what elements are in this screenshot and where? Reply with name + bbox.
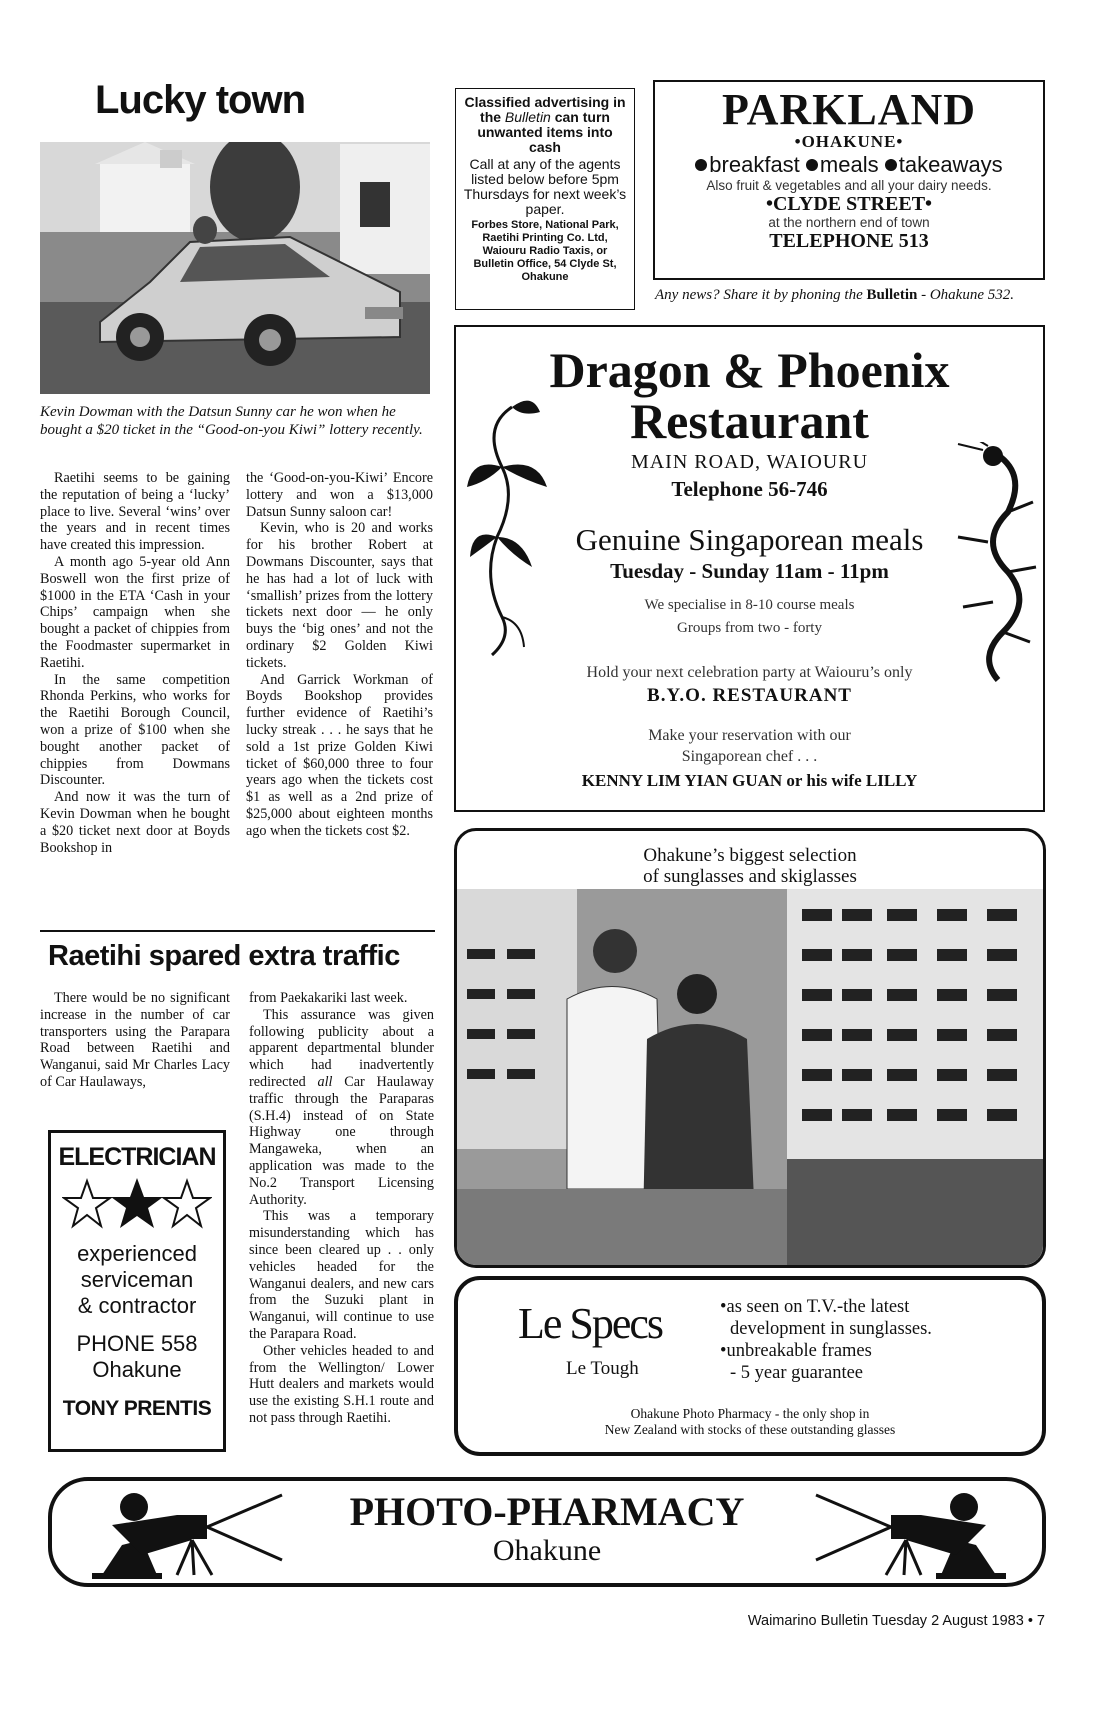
parkland-line1: Also fruit & vegetables and all your dairy needs. bbox=[706, 178, 992, 193]
lucky-column-2 bbox=[246, 470, 433, 840]
bullet-icon bbox=[806, 159, 818, 171]
car-photo bbox=[40, 142, 430, 394]
phoenix-icon bbox=[462, 387, 552, 657]
stars-icon bbox=[62, 1176, 212, 1236]
sunglasses-ad bbox=[454, 828, 1046, 1268]
pharmacy-town: Ohakune bbox=[492, 1534, 602, 1567]
photo-pharmacy-ad bbox=[48, 1477, 1046, 1587]
restaurant-special-1: We specialise in 8-10 course meals bbox=[644, 597, 855, 613]
paragraph: And Garrick Workman of Boyds Bookshop provides further evidence of Raetihi’s lucky streak . . . he says that he sold a 1st prize Golden Kiwi ticket of $60,000 three to four years ago when the tickets cost $1 as well as a 2nd prize of $25,000 about eighteen months ago when the tickets cost $2. bbox=[246, 671, 433, 839]
restaurant-reserve-1: Make your reservation with our bbox=[648, 727, 851, 744]
restaurant-reserve-2: Singaporean chef . . . bbox=[681, 748, 818, 765]
restaurant-address: MAIN ROAD, WAIOURU bbox=[630, 451, 869, 473]
section-divider bbox=[40, 930, 435, 932]
parkland-services: breakfast meals takeaways bbox=[659, 152, 1039, 178]
restaurant-name: Dragon & Phoenix Restaurant bbox=[549, 342, 950, 449]
pharmacy-name: PHOTO-PHARMACY bbox=[349, 1489, 745, 1534]
any-news: Any news? Share it by phoning the Bulletin - Ohakune 532. bbox=[655, 287, 1015, 303]
dragon-icon bbox=[948, 442, 1040, 682]
classified-title: Classified advertising in the Bulletin can turn unwanted items into cash bbox=[464, 94, 626, 155]
classified-ad bbox=[455, 88, 635, 310]
le-specs-model: Le Tough bbox=[566, 1358, 639, 1379]
restaurant-special-2: Groups from two - forty bbox=[677, 620, 822, 636]
restaurant-byo: B.Y.O. RESTAURANT bbox=[647, 685, 852, 706]
lucky-column-1 bbox=[40, 470, 230, 856]
restaurant-phone: Telephone 56-746 bbox=[671, 477, 828, 501]
paragraph: Kevin, who is 20 and works for his brother Robert at Dowmans Discounter, says that he has had a lot of luck with ‘smallish’ prizes from the lottery tickets next door — he only buys the ‘big ones’ and not the ordinary $2 Golden Kiwi tickets. bbox=[246, 520, 433, 671]
electrician-name: TONY PRENTIS bbox=[62, 1397, 212, 1420]
le-specs-ad bbox=[454, 1276, 1046, 1456]
le-specs-bullets: •as seen on T.V.-the latest development in sunglasses. •unbreakable frames - 5 year guarantee bbox=[720, 1297, 932, 1383]
electrician-town: Ohakune bbox=[92, 1357, 182, 1382]
paragraph: A month ago 5-year old Ann Boswell won the first prize of $1000 in the ETA ‘Cash in your Chips’ campaign when she bought a packet of chippies from the Foodmaster supermarket in Raetihi. bbox=[40, 553, 230, 671]
page-footer: Waimarino Bulletin Tuesday 2 August 1983 • 7 bbox=[747, 1613, 1045, 1629]
photographer-icon bbox=[82, 1485, 292, 1583]
parkland-ad bbox=[653, 80, 1045, 280]
car-photo-illustration bbox=[40, 142, 430, 394]
restaurant-hours: Tuesday - Sunday 11am - 11pm bbox=[610, 559, 889, 583]
classified-body: Call at any of the agents listed below before 5pm Thursdays for next week’s paper. bbox=[463, 156, 627, 217]
parkland-phone: TELEPHONE 513 bbox=[769, 230, 929, 252]
paragraph: Raetihi seems to be gaining the reputation of being a ‘lucky’ place to live. Several ‘wins’ over the years and in recent times have created this impression. bbox=[40, 470, 230, 554]
electrician-phone: PHONE 558 bbox=[76, 1331, 198, 1356]
le-specs-brand: Le Specs bbox=[518, 1299, 663, 1348]
paragraph: Other vehicles headed to and from the Wellington/ Lower Hutt dealers and markets would use the existing S.H.1 route and not pass through Raetihi. bbox=[249, 1342, 434, 1426]
paragraph: There would be no significant increase in the number of car transporters using the Parapara Road between Raetihi and Wanganui, said Mr Charles Lacy of Car Haulaways, bbox=[40, 990, 230, 1090]
parkland-line2: at the northern end of town bbox=[768, 215, 930, 230]
traffic-headline: Raetihi spared extra traffic bbox=[48, 940, 400, 972]
electrician-line-3: & contractor bbox=[77, 1293, 197, 1318]
parkland-street: •CLYDE STREET• bbox=[765, 193, 933, 215]
electrician-line-1: experienced bbox=[77, 1241, 197, 1266]
restaurant-tagline: Genuine Singaporean meals bbox=[575, 522, 924, 557]
bullet-icon bbox=[885, 159, 897, 171]
photographer-icon bbox=[806, 1485, 1016, 1583]
electrician-title: ELECTRICIAN bbox=[58, 1143, 216, 1171]
paragraph: from Paekakariki last week. bbox=[249, 990, 408, 1006]
photo-caption: Kevin Dowman with the Datsun Sunny car he won when he bought a $20 ticket in the “Good-on-you Kiwi” lottery recently. bbox=[40, 404, 423, 438]
le-specs-footer: Ohakune Photo Pharmacy - the only shop in New Zealand with stocks of these outstanding glasses bbox=[604, 1406, 896, 1437]
parkland-name: PARKLAND bbox=[721, 85, 977, 134]
lucky-headline: Lucky town bbox=[95, 78, 306, 122]
paragraph: In the same competition Rhonda Perkins, who works for the Raetihi Borough Council, won a prize of $100 when she bought another packet of chippies from Dowmans Discounter. bbox=[40, 671, 230, 789]
paragraph: the ‘Good-on-you-Kiwi’ Encore lottery and won a $13,000 Datsun Sunny saloon car! bbox=[246, 470, 433, 520]
classified-agents: Forbes Store, National Park, Raetihi Printing Co. Ltd, Waiouru Radio Taxis, or Bulletin Office, 54 Clyde St, Ohakune bbox=[471, 219, 619, 283]
dragon-phoenix-ad bbox=[454, 325, 1045, 812]
paragraph: And now it was the turn of Kevin Dowman when he bought a $20 ticket next door at Boyds Bookshop in bbox=[40, 789, 230, 856]
bullet-icon bbox=[695, 159, 707, 171]
restaurant-hold: Hold your next celebration party at Waiouru’s only bbox=[586, 664, 913, 681]
electrician-line-2: serviceman bbox=[80, 1267, 194, 1292]
restaurant-chef: KENNY LIM YIAN GUAN or his wife LILLY bbox=[581, 771, 918, 790]
traffic-column-1 bbox=[40, 990, 230, 1091]
paragraph: This was a temporary misunderstanding which has since been cleared up . . only vehicles headed for the Wanganui dealers, and new cars from the Suzuki plant in Wanganui, will continue to use the Parapara Road. bbox=[249, 1208, 434, 1342]
sunglasses-heading: Ohakune’s biggest selection of sunglasses and skiglasses bbox=[643, 845, 857, 887]
electrician-ad bbox=[48, 1130, 226, 1452]
optometrist-photo bbox=[457, 889, 1043, 1268]
paragraph: This assurance was given following publicity about a apparent departmental blunder which had inadvertently redirected all Car Haulaway traffic through the Paraparas (S.H.4) instead of on State Highway one through Mangaweka, when an application was made to the No.2 Transport Licensing Authority. bbox=[249, 1006, 434, 1208]
traffic-column-2 bbox=[249, 990, 434, 1427]
parkland-town: •OHAKUNE• bbox=[794, 132, 904, 151]
